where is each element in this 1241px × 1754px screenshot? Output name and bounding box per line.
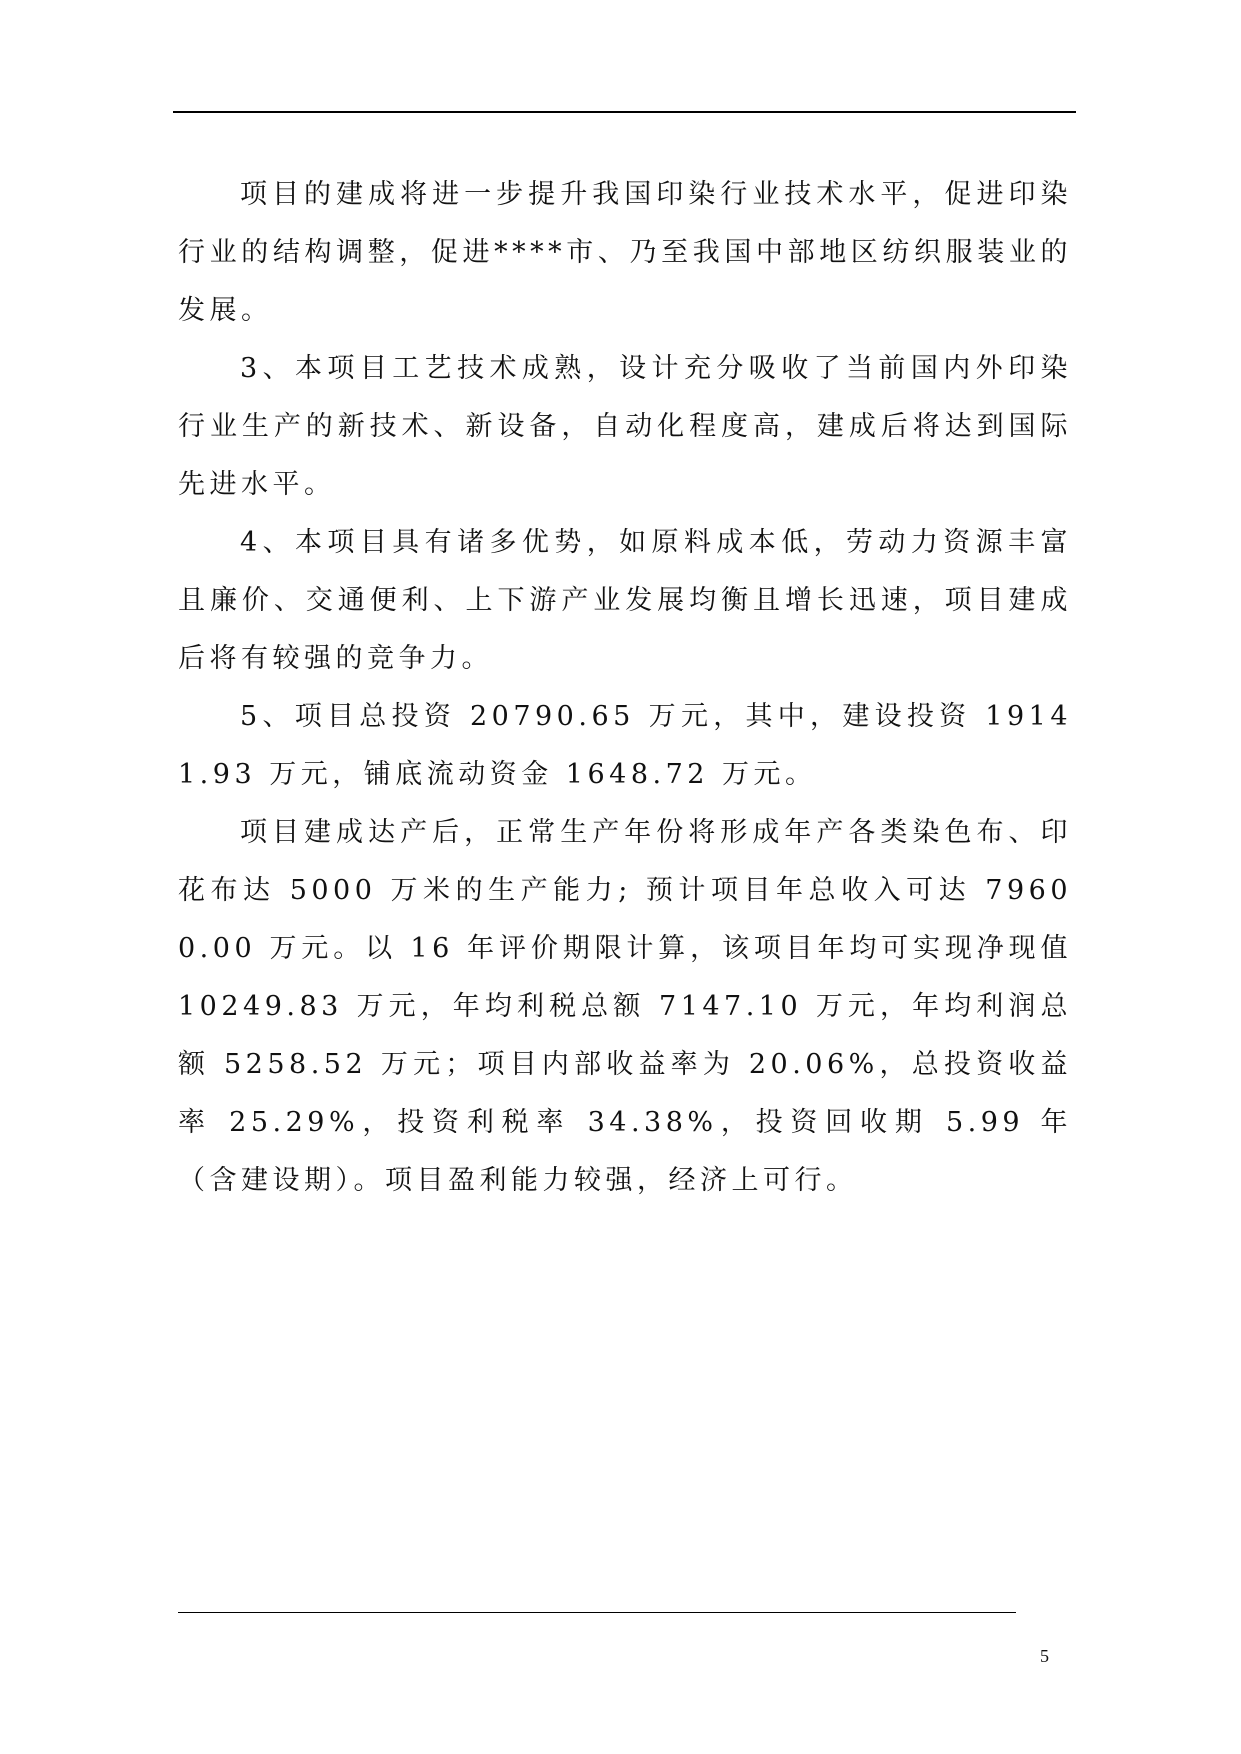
document-body	[178, 166, 1072, 1210]
paragraph: 4、本项目具有诸多优势，如原料成本低，劳动力资源丰富且廉价、交通便利、上下游产业发展均衡且增长迅速，项目建成后将有较强的竞争力。	[178, 527, 1072, 674]
header-rule	[173, 111, 1076, 113]
paragraph: 3、本项目工艺技术成熟，设计充分吸收了当前国内外印染行业生产的新技术、新设备，自动化程度高，建成后将达到国际先进水平。	[178, 353, 1072, 500]
paragraph: 项目建成达产后，正常生产年份将形成年产各类染色布、印花布达 5000 万米的生产能力; 预计项目年总收入可达 79600.00 万元。以 16 年评价期限计算，该项目年均可实现净现值 10249.83 万元，年均利税总额 7147.10 万元，年均利润总额 5258.52 万元；项目内部收益率为 20.06%，总投资收益率 25.29%，投资利税率 34.38%，投资回收期 5.99 年（含建设期）。项目盈利能力较强，经济上可行。	[178, 817, 1072, 1196]
footer-rule	[178, 1612, 1016, 1613]
paragraph: 项目的建成将进一步提升我国印染行业技术水平，促进印染行业的结构调整，促进****市、乃至我国中部地区纺织服装业的发展。	[178, 179, 1072, 326]
page-number: 5	[1040, 1646, 1049, 1666]
paragraph: 5、项目总投资 20790.65 万元，其中，建设投资 19141.93 万元，铺底流动资金 1648.72 万元。	[178, 701, 1072, 790]
